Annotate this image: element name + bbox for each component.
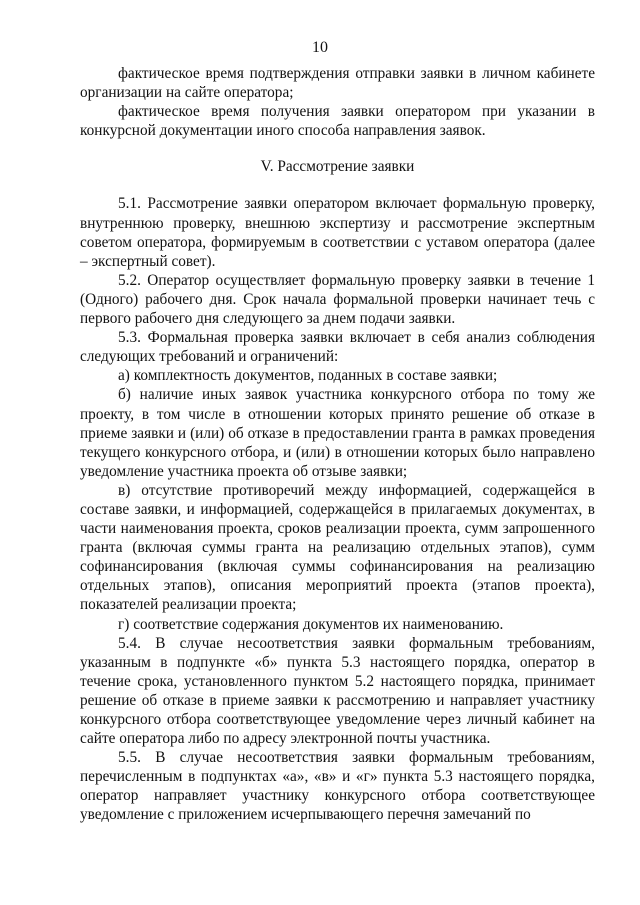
paragraph-5-1: 5.1. Рассмотрение заявки оператором включает формальную проверку, внутреннюю проверку, внешнюю экспертизу и рассмотрение экспертным советом оператора, формируемым в соответствии с уставом оператора (далее – экспертный совет).	[80, 195, 595, 270]
page-number: 10	[312, 39, 328, 56]
list-item-g: г) соответствие содержания документов их наименованию.	[118, 615, 504, 633]
list-item-b: б) наличие иных заявок участника конкурсного отбора по тому же проекту, в том числе в отношении которых принято решение об отказе в приеме заявки и (или) об отказе в предоставлении гранта в рамках проведения текущего конкурсного отбора, и (или) в отношении которых было направлено уведомление участника проекта об отзыве заявки;	[80, 386, 595, 480]
paragraph-5-3: 5.3. Формальная проверка заявки включает в себя анализ соблюдения следующих требований и ограничений:	[80, 329, 595, 366]
section-heading: V. Рассмотрение заявки	[260, 158, 415, 176]
list-item-v: в) отсутствие противоречий между информацией, содержащейся в составе заявки, и информацией, содержащейся в прилагаемых документах, в части наименования проекта, сроков реализации проекта, сумм запрошенного гранта (включая суммы гранта на реализацию отдельных этапов), сумм софинансирования (включая суммы софинансирования на реализацию отдельных этапов), описания мероприятий проекта (этапов проекта), показателей реализации проекта;	[80, 481, 595, 614]
paragraph-receipt-time: фактическое время получения заявки оператором при указании в конкурсной документации иного способа направления заявок.	[80, 103, 595, 140]
list-item-a: а) комплектность документов, поданных в составе заявки;	[118, 367, 498, 385]
paragraph-5-4: 5.4. В случае несоответствия заявки формальным требованиям, указанным в подпункте «б» пункта 5.3 настоящего порядка, оператор в течение срока, установленного пунктом 5.2 настоящего порядка, принимает решение об отказе в приеме заявки к рассмотрению и направляет участнику конкурсного отбора соответствующее уведомление через личный кабинет на сайте оператора либо по адресу электронной почты участника.	[80, 634, 595, 748]
document-body	[80, 64, 595, 825]
paragraph-confirmation-time: фактическое время подтверждения отправки заявки в личном кабинете организации на сайте оператора;	[80, 65, 595, 102]
paragraph-5-5: 5.5. В случае несоответствия заявки формальным требованиям, перечисленным в подпунктах «а», «в» и «г» пункта 5.3 настоящего порядка, оператор направляет участнику конкурсного отбора соответствующее уведомление с приложением исчерпывающего перечня замечаний по	[80, 749, 595, 824]
paragraph-5-2: 5.2. Оператор осуществляет формальную проверку заявки в течение 1 (Одного) рабочего дня. Срок начала формальной проверки начинает течь с первого рабочего дня следующего за днем подачи заявки.	[80, 271, 595, 328]
